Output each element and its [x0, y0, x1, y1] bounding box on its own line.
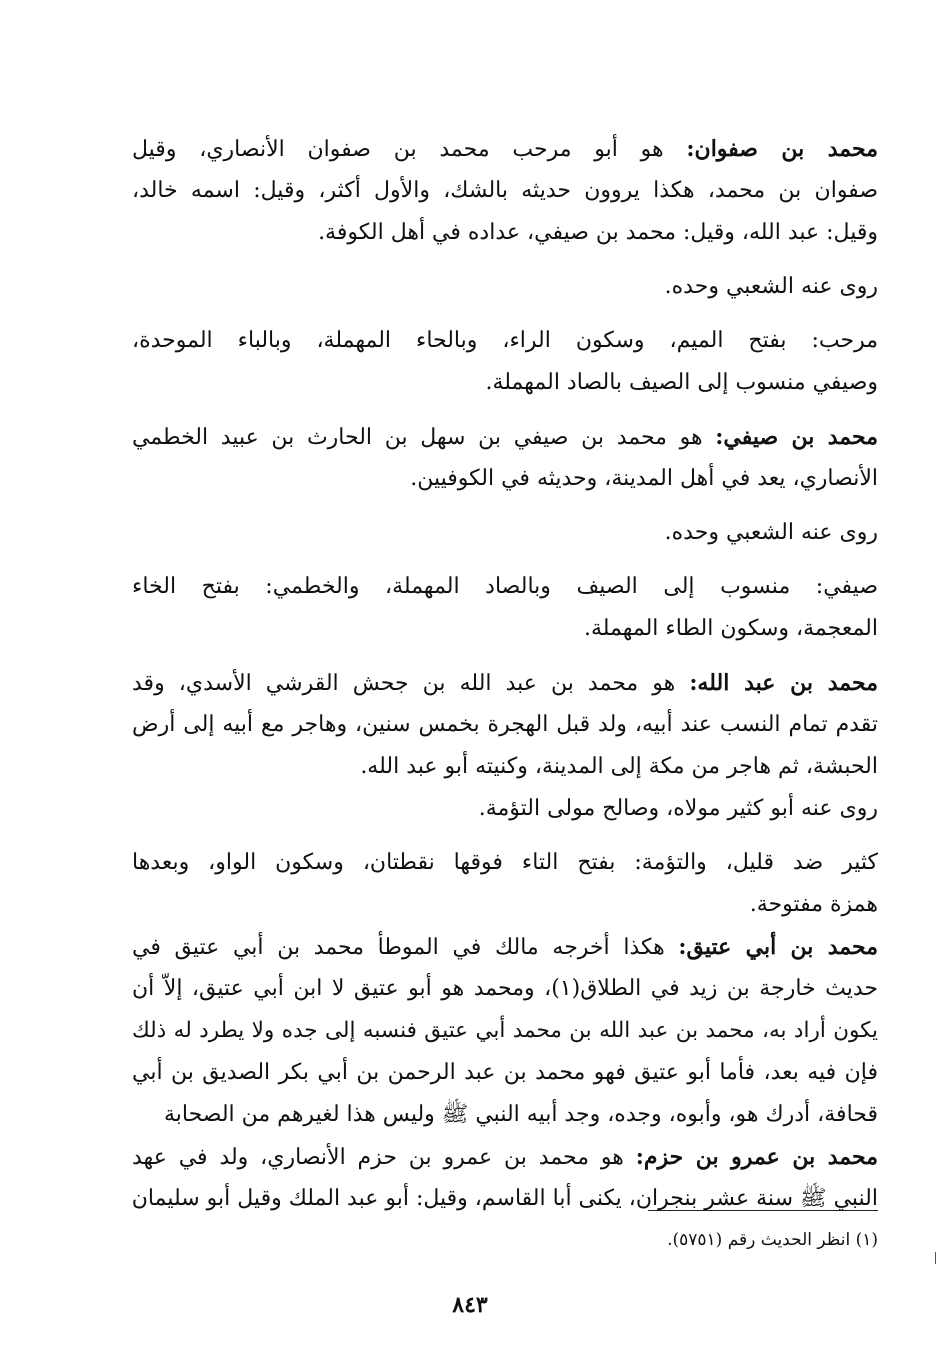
text-line	[132, 926, 878, 968]
line-text: همزة مفتوحة.	[749, 892, 878, 917]
line-text: روى عنه الشعبي وحده.	[664, 274, 878, 299]
line-text: هو أبو مرحب محمد بن صفوان الأنصاري، وقيل	[132, 137, 687, 162]
line-text: الأنصاري، يعد في أهل المدينة، وحديثه في الكوفيين.	[410, 466, 878, 491]
text-line	[132, 266, 878, 308]
text-line	[132, 416, 878, 458]
text-line	[132, 212, 878, 254]
entry-paragraph	[132, 512, 878, 554]
line-text: المعجمة، وسكون الطاء المهملة.	[583, 616, 878, 641]
footnote-rule	[648, 1210, 878, 1211]
entry-heading: محمد بن عمرو بن حزم:	[635, 1144, 878, 1170]
text-line	[132, 968, 878, 1010]
line-text: هو محمد بن صيفي بن سهل بن الحارث بن عبيد الخطمي	[132, 425, 716, 450]
line-text: روى عنه أبو كثير مولاه، وصالح مولى التؤمة.	[478, 796, 878, 821]
text-line	[132, 704, 878, 746]
text-line	[132, 170, 878, 212]
line-text: هو محمد بن عبد الله بن جحش القرشي الأسدي، وقد	[132, 671, 690, 696]
text-line	[132, 128, 878, 170]
line-text: الحبشة، ثم هاجر من مكة إلى المدينة، وكنيته أبو عبد الله.	[360, 754, 878, 779]
text-line	[132, 362, 878, 404]
line-text: هكذا أخرجه مالك في الموطأ محمد بن أبي عتيق في	[132, 935, 679, 960]
text-line	[132, 884, 878, 926]
text-line	[132, 1094, 878, 1136]
line-text: النبي ﷺ سنة عشر بنجران، يكنى أبا القاسم، وقيل: أبو عبد الملك وقيل أبو سليمان	[132, 1186, 878, 1211]
line-text: كثير ضد قليل، والتؤمة: بفتح التاء فوقها نقطتان، وسكون الواو، وبعدها	[132, 850, 878, 875]
line-text: هو محمد بن عمرو بن حزم الأنصاري، ولد في عهد	[132, 1145, 636, 1170]
entry-heading: محمد بن صيفي:	[715, 424, 878, 450]
line-text: قحافة، أدرك هو، وأبوه، وجده، وجد أبيه النبي ﷺ وليس هذا لغيرهم من الصحابة	[163, 1102, 878, 1127]
line-text: وقيل: عبد الله، وقيل: محمد بن صيفي، عداده في أهل الكوفة.	[318, 220, 878, 245]
text-line	[132, 1136, 878, 1178]
text-line	[132, 662, 878, 704]
text-line	[132, 608, 878, 650]
line-text: فإن فيه بعد، فأما أبو عتيق فهو محمد بن عبد الرحمن بن أبي بكر الصديق بن أبي	[132, 1060, 878, 1085]
line-text: صيفي: منسوب إلى الصيف وبالصاد المهملة، والخطمي: بفتح الخاء	[132, 574, 878, 599]
text-line	[132, 788, 878, 830]
line-text: مرحب: بفتح الميم، وسكون الراء، وبالحاء المهملة، وبالباء الموحدة،	[132, 328, 878, 353]
entry-paragraph	[132, 662, 878, 830]
entry-paragraph	[132, 842, 878, 1220]
entry-paragraph	[132, 266, 878, 308]
entry-paragraph	[132, 416, 878, 500]
entry-paragraph	[132, 320, 878, 404]
text-line	[132, 746, 878, 788]
text-line	[132, 1052, 878, 1094]
line-text: تقدم تمام النسب عند أبيه، ولد قبل الهجرة بخمس سنين، وهاجر مع أبيه إلى أرض	[132, 712, 878, 737]
text-line	[132, 566, 878, 608]
line-text: روى عنه الشعبي وحده.	[664, 520, 878, 545]
text-line	[132, 320, 878, 362]
footnote: (١) انظر الحديث رقم (٥٧٥١).	[667, 1230, 878, 1250]
line-text: وصيفي منسوب إلى الصيف بالصاد المهملة.	[485, 370, 878, 395]
body-text	[132, 128, 878, 1220]
entry-heading: محمد بن صفوان:	[686, 136, 878, 162]
line-text: يكون أراد به، محمد بن عبد الله بن محمد أبي عتيق فنسبه إلى جده ولا يطرد له ذلك	[132, 1018, 878, 1043]
line-text: حديث خارجة بن زيد في الطلاق(١)، ومحمد هو أبو عتيق لا ابن أبي عتيق، إلاّ أن	[132, 976, 878, 1001]
entry-paragraph	[132, 128, 878, 254]
entry-heading: محمد بن أبي عتيق:	[678, 934, 878, 960]
text-line	[132, 1178, 878, 1220]
text-line	[132, 458, 878, 500]
entry-paragraph	[132, 566, 878, 650]
text-line	[132, 512, 878, 554]
text-line	[132, 1010, 878, 1052]
text-line	[132, 842, 878, 884]
scan-edge-mark	[935, 1252, 936, 1264]
line-text: صفوان بن محمد، هكذا يروون حديثه بالشك، والأول أكثر، وقيل: اسمه خالد،	[132, 178, 878, 203]
page-number: ٨٤٣	[452, 1292, 488, 1318]
entry-heading: محمد بن عبد الله:	[689, 670, 878, 696]
